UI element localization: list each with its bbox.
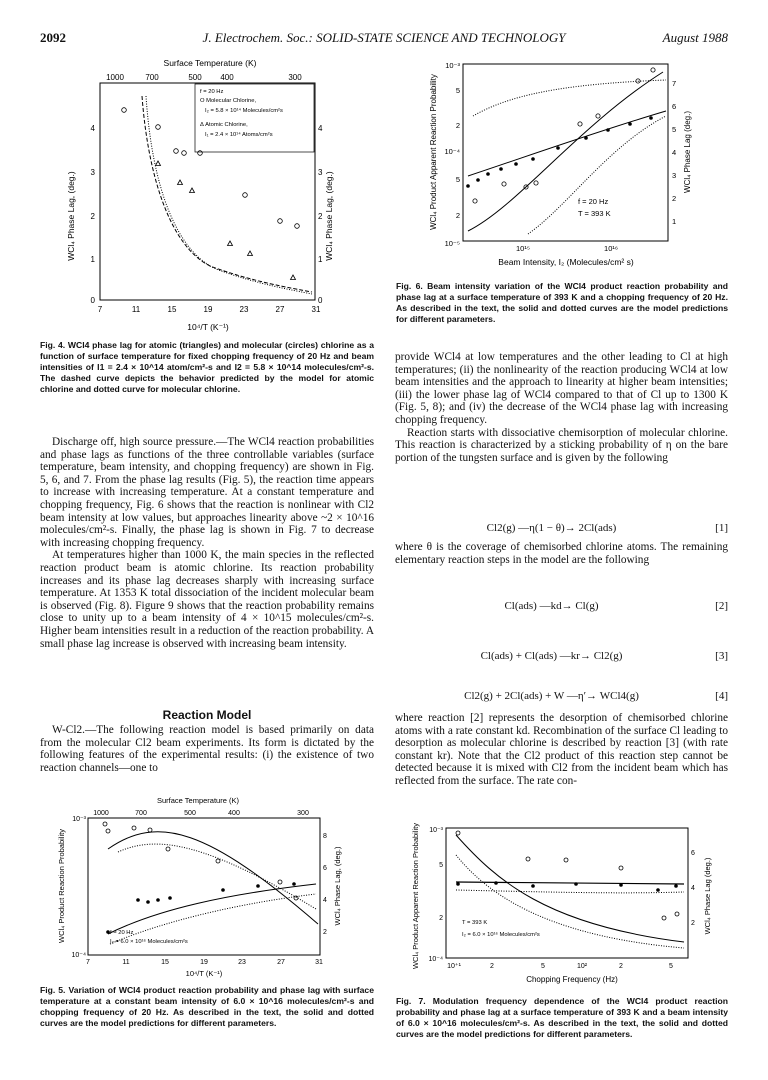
fig5-legend: f = 20 Hz (110, 930, 134, 936)
fig7-point-probability (619, 866, 623, 870)
fig4-y-tick: 4 (90, 124, 95, 133)
fig4-legend: f = 20 Hz (200, 89, 224, 95)
fig5-caption: Fig. 5. Variation of WCl4 product reaction probability and phase lag with surface temperature at a constant beam intensity of 6.0 × 10^16 molecules/cm²-s and chopping frequency of 20 Hz. As described in the text, the solid and dotted curves are the model predictions for different parameters. (40, 985, 374, 1028)
fig5-point-probability (216, 859, 220, 863)
figure-5 (48, 794, 374, 979)
issue-date: August 1988 (662, 30, 728, 45)
fig6-caption: Fig. 6. Beam intensity variation of the WCl4 product reaction probability and phase lag at a surface temperature of 393 K and a chopping frequency of 20 Hz. As described in the text, the solid and dotted curves are the model predictions for different parameters. (396, 281, 728, 324)
fig7-x-tick: 2 (619, 963, 623, 970)
equation-formula: Cl(ads) + Cl(ads) —kr→ Cl2(g) (480, 650, 623, 662)
fig4-y2-tick: 4 (318, 124, 323, 133)
fig6-y-tick: 2 (455, 211, 460, 220)
fig6-ylabel-right: WCl₄ Phase Lag (deg.) (683, 111, 692, 193)
fig6-xlabel: Beam Intensity, I₂ (Molecules/cm² s) (498, 257, 634, 267)
fig6-dotted-curve-phase (473, 80, 666, 116)
fig4-x-tick: 11 (131, 305, 141, 314)
fig4-ylabel: WCl₄ Phase Lag, (deg.) (66, 171, 76, 261)
fig5-x-tick: 11 (122, 959, 130, 966)
fig6-y2-tick: 5 (672, 125, 677, 134)
fig4-point-molecular (174, 149, 179, 154)
fig5-ylabel-right: WCl₄ Phase Lag, (deg.) (333, 846, 342, 926)
fig7-point-phase (656, 888, 660, 892)
fig7-point-probability (456, 831, 460, 835)
fig5-point-probability (166, 847, 170, 851)
fig5-point-phase (168, 896, 172, 900)
fig4-y-tick: 2 (90, 212, 95, 221)
fig7-ylabel: WCl₄ Product Apparent Reaction Probability (411, 822, 420, 970)
fig4-point-molecular (295, 224, 300, 229)
fig4-top-tick: 500 (188, 73, 202, 82)
fig5-x-tick: 23 (238, 959, 246, 966)
fig5-x-tick: 31 (315, 959, 323, 966)
fig4-x-tick: 7 (97, 305, 103, 314)
equation-number: [1] (715, 522, 728, 534)
figure-6 (408, 56, 708, 276)
fig5-x-tick: 7 (86, 959, 90, 966)
equation-formula: Cl2(g) + 2Cl(ads) + W —η′→ WCl4(g) (464, 690, 639, 702)
fig5-legend: I₂ = 6.0 × 10¹⁶ Molecules/cm²s (110, 939, 188, 945)
fig7-y-tick: 10⁻³ (429, 827, 443, 834)
fig6-y2-tick: 3 (672, 171, 677, 180)
fig6-y2-tick: 2 (672, 194, 677, 203)
fig6-y-tick: 10⁻⁵ (444, 239, 460, 248)
equation-number: [4] (715, 690, 728, 702)
fig4-point-atomic (178, 180, 183, 185)
equation-formula: Cl2(g) —η(1 − θ)→ 2Cl(ads) (486, 522, 617, 534)
fig6-solid-curve-probability (468, 72, 663, 231)
fig6-point-phase (596, 114, 600, 118)
fig7-caption: Fig. 7. Modulation frequency dependence of the WCl4 product reaction probability and phase lag at a surface temperature of 393 K and a beam intensity of 6.0 × 10^16 molecules/cm²-s. As described in the text, the solid and dotted curves are the model predictions for different parameters. (396, 996, 728, 1039)
fig4-top-tick: 1000 (106, 73, 124, 82)
fig6-point-probability (531, 157, 535, 161)
fig4-legend: I₂ = 5.8 × 10¹⁴ Molecules/cm²s (205, 108, 283, 114)
fig6-y2-tick: 4 (672, 148, 677, 157)
fig5-top-tick: 700 (135, 810, 147, 817)
fig6-point-phase (534, 181, 538, 185)
fig6-y-tick: 10⁻³ (445, 61, 460, 70)
fig4-point-molecular (156, 125, 161, 130)
paragraph: where reaction [2] represents the desorption of chemisorbed chlorine atoms with a rate constant kd. Recombination of the surface Cl leading to desorption as molecular chlorine is described by reaction [3] (with rate constant kr). Note that the Cl2 product of this reaction step cannot be detected because it is mixed with Cl2 from the incident beam which has reflected from the surface. The rate con- (395, 712, 728, 787)
fig7-point-phase (674, 884, 678, 888)
fig5-top-tick: 300 (297, 810, 309, 817)
paragraph: At temperatures higher than 1000 K, the main species in the reflected reaction product beam is atomic chlorine. Its reaction probability increases and its phase lag decreases sharply with increasing surface temperature. At 1353 K total dissociation of the incident molecular beam is observed (Fig. 8). Figure 9 shows that the reaction probability remains close to unity up to a beam intensity of 4 × 10^15 molecules/cm²-s. Higher beam intensities result in a reduction of the reaction probability. A small phase lag increase is observed with increasing beam intensity. (40, 549, 374, 650)
fig6-legend: f = 20 Hz (578, 197, 609, 206)
fig5-point-probability (148, 828, 152, 832)
fig6-point-probability (466, 184, 470, 188)
fig6-y2-tick: 7 (672, 79, 677, 88)
figure-5-chart (48, 794, 374, 979)
right-body-text-2 (395, 541, 728, 566)
fig4-y-tick: 1 (90, 255, 95, 264)
fig7-y2-tick: 4 (691, 885, 695, 892)
fig4-x-tick: 19 (203, 305, 213, 314)
fig7-y2-tick: 6 (691, 850, 695, 857)
fig4-legend: I₁ = 2.4 × 10¹⁴ Atoms/cm²s (205, 132, 273, 138)
figure-6-chart (408, 56, 708, 276)
paragraph: Discharge off, high source pressure.—The WCl4 reaction probabilities and phase lags as functions of the three controllable variables (surface temperature, beam intensity, and chopping frequency) are shown in Fig. 5, 6, and 7. From the phase lag results (Fig. 5), the reaction time appears to increase with increasing temperature. At a constant temperature and chopping frequency, Fig. 6 shows that the reaction is nonlinear with Cl2 beam intensity at low values, but approaches linearity above ~2 × 10^16 molecules/cm²-s. Finally, the phase lag is shown in Fig. 7 to decrease with increasing chopping frequency. (40, 436, 374, 549)
fig5-point-probability (106, 829, 110, 833)
fig6-legend: T = 393 K (578, 209, 611, 218)
fig5-top-tick: 1000 (93, 810, 109, 817)
fig7-point-phase (456, 882, 460, 886)
fig4-point-molecular (278, 219, 283, 224)
fig5-point-phase (136, 898, 140, 902)
fig7-point-phase (531, 884, 535, 888)
fig7-x-tick: 10² (576, 963, 588, 970)
fig5-xlabel: 10⁴/T (K⁻¹) (185, 969, 223, 978)
fig4-legend: O Molecular Chlorine, (200, 98, 257, 104)
fig4-x-tick: 31 (311, 305, 321, 314)
fig6-point-probability (514, 162, 518, 166)
fig7-point-phase (574, 882, 578, 886)
fig6-y-tick: 10⁻⁴ (444, 147, 460, 156)
fig4-y2-tick: 1 (318, 255, 323, 264)
fig4-point-molecular (182, 151, 187, 156)
fig7-y-tick: 5 (439, 862, 443, 869)
fig4-x-tick: 23 (239, 305, 249, 314)
journal-title: J. Electrochem. Soc.: SOLID-STATE SCIENCE AND TECHNOLOGY (202, 30, 566, 45)
fig5-point-probability (103, 822, 107, 826)
fig5-point-phase (292, 882, 296, 886)
fig4-xlabel: 10⁴/T (K⁻¹) (187, 322, 229, 332)
fig5-x-tick: 19 (200, 959, 208, 966)
fig6-x-tick: 10¹⁶ (604, 244, 618, 253)
fig7-ylabel-right: WCl₄ Phase Lag (deg.) (703, 857, 712, 935)
fig5-top-tick: 500 (184, 810, 196, 817)
fig5-y2-tick: 8 (323, 833, 327, 840)
equation-2 (395, 600, 728, 618)
fig4-point-molecular (122, 108, 127, 113)
fig6-point-phase (502, 182, 506, 186)
fig4-point-molecular (243, 193, 248, 198)
fig4-top-tick: 300 (288, 73, 302, 82)
fig4-point-atomic (291, 275, 296, 280)
fig6-point-probability (486, 172, 490, 176)
figure-4 (60, 56, 360, 338)
fig7-point-phase (619, 883, 623, 887)
fig6-point-probability (584, 136, 588, 140)
fig7-x-tick: 5 (669, 963, 673, 970)
fig5-y2-tick: 4 (323, 897, 327, 904)
fig5-point-phase (146, 900, 150, 904)
left-body-text (40, 436, 374, 650)
page-header (40, 30, 728, 48)
fig6-y-tick: 5 (455, 175, 460, 184)
fig6-y2-tick: 1 (672, 217, 677, 226)
fig4-point-atomic (190, 188, 195, 193)
fig4-y2-tick: 0 (318, 296, 323, 305)
fig5-y-tick: 10⁻³ (72, 816, 86, 823)
equation-number: [3] (715, 650, 728, 662)
fig7-y-tick: 2 (439, 915, 443, 922)
fig4-top-tick: 700 (145, 73, 159, 82)
fig6-point-phase (473, 199, 477, 203)
fig6-point-probability (476, 178, 480, 182)
fig5-point-probability (132, 826, 136, 830)
fig7-xlabel: Chopping Frequency (Hz) (526, 975, 618, 984)
fig5-point-probability (294, 896, 298, 900)
fig7-x-tick: 2 (490, 963, 494, 970)
fig6-solid-curve-phase (468, 111, 666, 176)
fig6-y2-tick: 6 (672, 102, 677, 111)
paragraph: Reaction starts with dissociative chemisorption of molecular chlorine. This reaction is characterized by a sticking probability of η on the bare portion of the tungsten surface and is given by the following (395, 426, 728, 464)
equation-formula: Cl(ads) —kd→ Cl(g) (504, 600, 599, 612)
equation-number: [2] (715, 600, 728, 612)
fig4-point-atomic (156, 161, 161, 166)
fig5-dotted-curve-phase (110, 894, 316, 944)
fig7-legend: T = 393 K (462, 920, 488, 926)
figure-7-chart (396, 820, 728, 988)
fig4-y2-tick: 2 (318, 212, 323, 221)
fig4-top-label: Surface Temperature (K) (163, 58, 257, 68)
fig5-point-phase (221, 888, 225, 892)
fig6-point-phase (578, 122, 582, 126)
fig5-point-probability (278, 880, 282, 884)
fig7-y-tick: 10⁻⁴ (428, 956, 443, 963)
fig4-ylabel-right: WCl₄ Phase Lag, (deg.) (324, 171, 334, 261)
fig4-x-tick: 27 (275, 305, 285, 314)
fig6-y-tick: 2 (455, 121, 460, 130)
fig6-point-probability (556, 146, 560, 150)
fig5-point-phase (106, 930, 110, 934)
fig4-y2-tick: 3 (318, 168, 323, 177)
fig5-point-phase (256, 884, 260, 888)
fig7-point-probability (675, 912, 679, 916)
fig5-x-tick: 27 (277, 959, 285, 966)
fig7-point-probability (564, 858, 568, 862)
fig5-ylabel: WCl₄ Product Reaction Probability (57, 829, 66, 943)
fig4-point-atomic (248, 251, 253, 256)
fig5-top-label: Surface Temperature (K) (157, 796, 239, 805)
fig7-point-probability (526, 857, 530, 861)
right-body-text (395, 351, 728, 464)
fig5-y2-tick: 2 (323, 929, 327, 936)
fig6-point-phase (651, 68, 655, 72)
fig4-y-tick: 3 (90, 168, 95, 177)
fig6-x-tick: 10¹⁵ (516, 244, 530, 253)
left-body-text-2 (40, 724, 374, 774)
fig5-y-tick: 10⁻⁴ (71, 952, 86, 959)
fig7-point-phase (494, 881, 498, 885)
fig7-dotted-curve-phase (456, 890, 684, 893)
fig6-point-probability (499, 167, 503, 171)
fig6-ylabel: WCl₄ Product Apparent Reaction Probability (429, 74, 438, 230)
fig5-solid-curve-phase (108, 884, 316, 934)
fig7-x-tick: 10⁺¹ (447, 963, 461, 970)
fig4-top-tick: 400 (220, 73, 234, 82)
figure-4-chart (60, 56, 360, 338)
fig5-y2-tick: 6 (323, 865, 327, 872)
fig7-x-tick: 5 (541, 963, 545, 970)
fig6-y-tick: 5 (455, 86, 460, 95)
fig4-legend: Δ Atomic Chlorine, (200, 122, 248, 128)
fig7-point-probability (662, 916, 666, 920)
equation-1 (395, 522, 728, 540)
fig6-point-probability (628, 122, 632, 126)
section-title: Reaction Model (162, 708, 252, 722)
fig7-y2-tick: 2 (691, 920, 695, 927)
paragraph: provide WCl4 at low temperatures and the other leading to Cl at high temperatures; (ii) the nonlinearity of the reaction producing WCl4 at low beam intensities and the approach to linearity at higher beam intensities; (iii) the lower phase lag of WCl4 compared to that of Cl up to 1300 K (Fig. 5, 8); and (iv) the decrease of the WCl4 phase lag with increasing chopping frequency. (395, 351, 728, 426)
page-number: 2092 (40, 30, 66, 45)
fig4-point-atomic (228, 241, 233, 246)
fig6-point-probability (606, 128, 610, 132)
fig5-point-phase (156, 898, 160, 902)
fig7-solid-curve-phase (456, 882, 684, 884)
fig7-legend: I₂ = 6.0 × 10¹⁶ Molecules/cm²s (462, 932, 540, 938)
equation-4 (395, 690, 728, 708)
fig6-point-probability (649, 116, 653, 120)
figure-7 (396, 820, 728, 988)
fig5-top-tick: 400 (228, 810, 240, 817)
fig5-x-tick: 15 (161, 959, 169, 966)
paragraph: where θ is the coverage of chemisorbed chlorine atoms. The remaining elementary reaction steps in the model are the following (395, 541, 728, 566)
paragraph: W-Cl2.—The following reaction model is based primarily on data from the molecular Cl2 beam experiments. Its form is dictated by the following features of the experimental results: (i) the existence of two reaction channels—one to (40, 724, 374, 774)
equation-3 (395, 650, 728, 668)
fig4-y-tick: 0 (90, 296, 95, 305)
right-body-text-3 (395, 712, 728, 788)
fig4-caption: Fig. 4. WCl4 phase lag for atomic (triangles) and molecular (circles) chlorine as a function of surface temperature for fixed chopping frequency of 20 Hz and beam intensities of I1 = 2.4 × 10^14 atom/cm²-s and I2 = 5.8 × 10^14 molecules/cm²-s. The dashed curve depicts the behavior predicted by the model for atomic chlorine and dotted curve for molecular chlorine. (40, 340, 374, 394)
fig4-x-tick: 15 (167, 305, 177, 314)
